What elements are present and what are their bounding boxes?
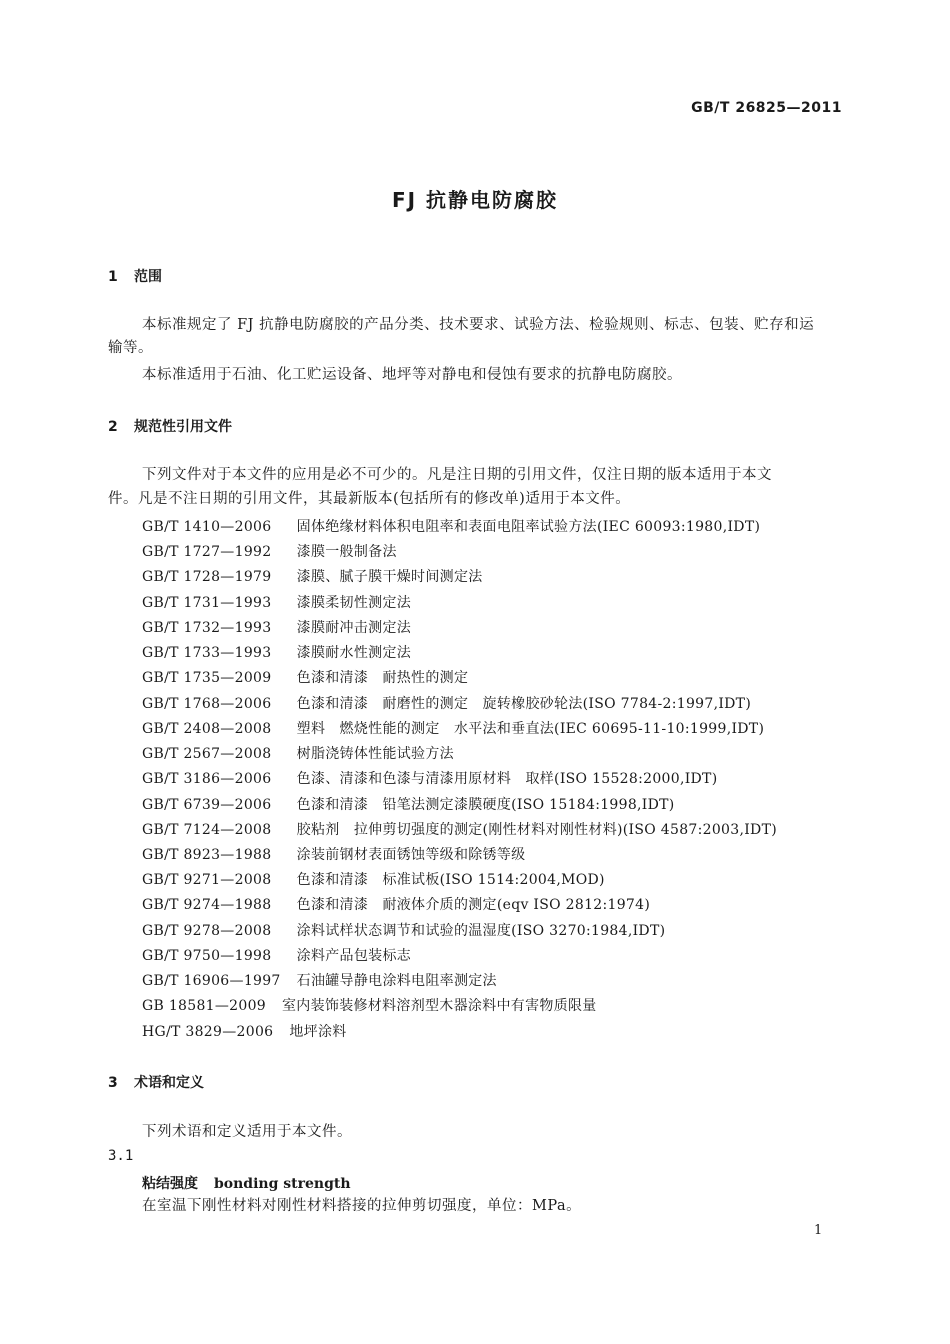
reference-title: 石油罐导静电涂料电阻率测定法 — [296, 973, 497, 989]
reference-title: 漆膜耐冲击测定法 — [296, 620, 412, 636]
scope-para-2: 本标准适用于石油、化工贮运设备、地坪等对静电和侵蚀有要求的抗静电防腐胶。 — [142, 367, 682, 383]
term-english: bonding strength — [214, 1176, 351, 1192]
reference-code: GB/T 1768—2006 — [142, 696, 272, 712]
reference-title: 漆膜柔韧性测定法 — [296, 595, 412, 611]
reference-code: GB/T 6739—2006 — [142, 797, 272, 813]
reference-code: GB/T 9278—2008 — [142, 923, 272, 939]
page-number: 1 — [814, 1223, 823, 1238]
reference-item — [142, 970, 497, 990]
reference-title: 胶粘剂 拉伸剪切强度的测定(刚性材料对刚性材料)(ISO 4587:2003,IDT) — [296, 822, 777, 838]
reference-item — [142, 743, 454, 763]
section-title: 范围 — [134, 269, 162, 285]
reference-item — [142, 693, 751, 713]
reference-title: 色漆、清漆和色漆与清漆用原材料 取样(ISO 15528:2000,IDT) — [296, 771, 718, 787]
term-chinese: 粘结强度 — [142, 1176, 198, 1192]
terms-intro: 下列术语和定义适用于本文件。 — [142, 1124, 352, 1140]
section-title: 规范性引用文件 — [134, 419, 232, 435]
section-title: 术语和定义 — [134, 1075, 204, 1091]
section-1-heading — [108, 266, 162, 286]
reference-code: GB/T 8923—1988 — [142, 847, 272, 863]
reference-item — [142, 768, 717, 788]
scope-para-1-line-1: 本标准规定了 FJ 抗静电防腐胶的产品分类、技术要求、试验方法、检验规则、标志、包装、贮存和运 — [142, 317, 815, 333]
reference-code: GB/T 16906—1997 — [142, 973, 281, 989]
reference-title: 漆膜一般制备法 — [296, 544, 397, 560]
reference-item — [142, 566, 483, 586]
reference-code: GB/T 1728—1979 — [142, 569, 272, 585]
reference-title: 固体绝缘材料体积电阻率和表面电阻率试验方法(IEC 60093:1980,IDT) — [296, 519, 761, 535]
references-intro-line-1: 下列文件对于本文件的应用是必不可少的。凡是注日期的引用文件，仅注日期的版本适用于本文 — [142, 467, 772, 483]
reference-item — [142, 819, 777, 839]
reference-code: GB/T 1732—1993 — [142, 620, 272, 636]
reference-code: GB 18581—2009 — [142, 998, 266, 1014]
reference-title: 漆膜耐水性测定法 — [296, 645, 412, 661]
reference-title: 室内装饰装修材料溶剂型木器涂料中有害物质限量 — [282, 998, 597, 1014]
reference-code: GB/T 9274—1988 — [142, 897, 272, 913]
section-number: 3 — [108, 1075, 118, 1091]
reference-title: 色漆和清漆 耐液体介质的测定(eqv ISO 2812:1974) — [296, 897, 651, 913]
reference-item — [142, 844, 525, 864]
reference-item — [142, 642, 411, 662]
term-entry — [142, 1173, 351, 1193]
reference-title: 色漆和清漆 标准试板(ISO 1514:2004,MOD) — [296, 872, 605, 888]
reference-title: 涂料试样状态调节和试验的温湿度(ISO 3270:1984,IDT) — [296, 923, 666, 939]
reference-title: 涂料产品包装标志 — [296, 948, 412, 964]
section-number: 2 — [108, 419, 118, 435]
references-intro-line-2: 件。凡是不注日期的引用文件，其最新版本(包括所有的修改单)适用于本文件。 — [108, 491, 631, 507]
section-3-heading — [108, 1072, 204, 1092]
reference-code: GB/T 2567—2008 — [142, 746, 272, 762]
term-number: 3.1 — [108, 1148, 134, 1164]
scope-para-1-line-2: 输等。 — [108, 340, 153, 356]
reference-code: HG/T 3829—2006 — [142, 1024, 274, 1040]
reference-item — [142, 920, 665, 940]
reference-code: GB/T 9750—1998 — [142, 948, 272, 964]
reference-code: GB/T 1733—1993 — [142, 645, 272, 661]
reference-code: GB/T 1410—2006 — [142, 519, 272, 535]
reference-title: 塑料 燃烧性能的测定 水平法和垂直法(IEC 60695-11-10:1999,IDT) — [296, 721, 765, 737]
reference-item — [142, 718, 764, 738]
reference-item — [142, 516, 760, 536]
reference-item — [142, 592, 411, 612]
reference-code: GB/T 1735—2009 — [142, 670, 272, 686]
reference-code: GB/T 1727—1992 — [142, 544, 272, 560]
reference-item — [142, 894, 650, 914]
section-2-heading — [108, 416, 232, 436]
reference-code: GB/T 3186—2006 — [142, 771, 272, 787]
reference-code: GB/T 2408—2008 — [142, 721, 272, 737]
reference-title: 色漆和清漆 铅笔法测定漆膜硬度(ISO 15184:1998,IDT) — [296, 797, 675, 813]
reference-title: 漆膜、腻子膜干燥时间测定法 — [296, 569, 483, 585]
reference-code: GB/T 1731—1993 — [142, 595, 272, 611]
reference-title: 涂装前钢材表面锈蚀等级和除锈等级 — [296, 847, 526, 863]
reference-item — [142, 541, 397, 561]
term-definition: 在室温下刚性材料对刚性材料搭接的拉伸剪切强度，单位：MPa。 — [142, 1198, 582, 1214]
document-title: FJ 抗静电防腐胶 — [391, 188, 559, 212]
reference-title: 地坪涂料 — [289, 1024, 347, 1040]
reference-item — [142, 794, 675, 814]
reference-item — [142, 995, 597, 1015]
standard-number: GB/T 26825—2011 — [691, 100, 842, 116]
reference-title: 色漆和清漆 耐热性的测定 — [296, 670, 469, 686]
reference-item — [142, 1021, 347, 1041]
reference-item — [142, 617, 411, 637]
reference-title: 树脂浇铸体性能试验方法 — [296, 746, 454, 762]
reference-item — [142, 667, 468, 687]
section-number: 1 — [108, 269, 118, 285]
reference-title: 色漆和清漆 耐磨性的测定 旋转橡胶砂轮法(ISO 7784-2:1997,IDT) — [296, 696, 752, 712]
reference-item — [142, 945, 411, 965]
reference-item — [142, 869, 605, 889]
reference-code: GB/T 9271—2008 — [142, 872, 272, 888]
reference-code: GB/T 7124—2008 — [142, 822, 272, 838]
